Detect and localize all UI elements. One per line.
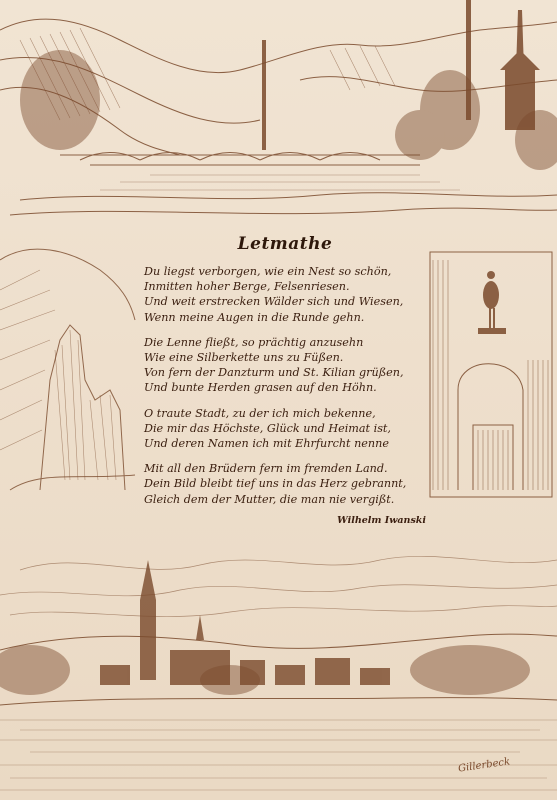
stanza-3: [144, 406, 430, 452]
top-illustration: [0, 0, 557, 225]
poem-line: Die Lenne fließt, so prächtig anzusehn: [144, 335, 364, 349]
poem-line: Und deren Namen ich mit Ehrfurcht nenne: [144, 437, 389, 451]
poem-line: Mit all den Brüdern fern im fremden Land.: [144, 462, 388, 476]
poem-line: Inmitten hoher Berge, Felsenriesen.: [144, 280, 350, 294]
poem-line: Du liegst verborgen, wie ein Nest so schön,: [144, 265, 392, 278]
poem-line: Von fern der Danzturm und St. Kilian grüßen,: [144, 366, 404, 380]
poem-line: Die mir das Höchste, Glück und Heimat ist,: [144, 421, 391, 435]
poem-line: O traute Stadt, zu der ich mich bekenne,: [144, 406, 376, 420]
poem-title: Letmathe: [237, 234, 333, 254]
poem-author: Wilhelm Iwanski: [337, 514, 426, 526]
poem-line: Gleich dem der Mutter, die man nie vergißt.: [144, 492, 395, 506]
poem-line: Und bunte Herden grasen auf den Höhn.: [144, 381, 377, 395]
stanza-2: [144, 335, 430, 396]
right-gate-illustration: [428, 250, 557, 500]
poem-line: Und weit erstrecken Wälder sich und Wiesen,: [144, 295, 404, 309]
stanza-4: [144, 461, 430, 507]
poem-line: Wie eine Silberkette uns zu Füßen.: [144, 351, 344, 365]
heron-figure: [478, 271, 506, 334]
poem-block: [140, 228, 430, 548]
left-rock-illustration: [0, 230, 140, 505]
poem-line: Wenn meine Augen in die Runde gehn.: [144, 310, 365, 324]
artist-signature: Gillerbeck: [457, 756, 511, 775]
poem-line: Dein Bild bleibt tief uns in das Herz gebrannt,: [144, 477, 407, 491]
stanza-1: [144, 264, 430, 325]
